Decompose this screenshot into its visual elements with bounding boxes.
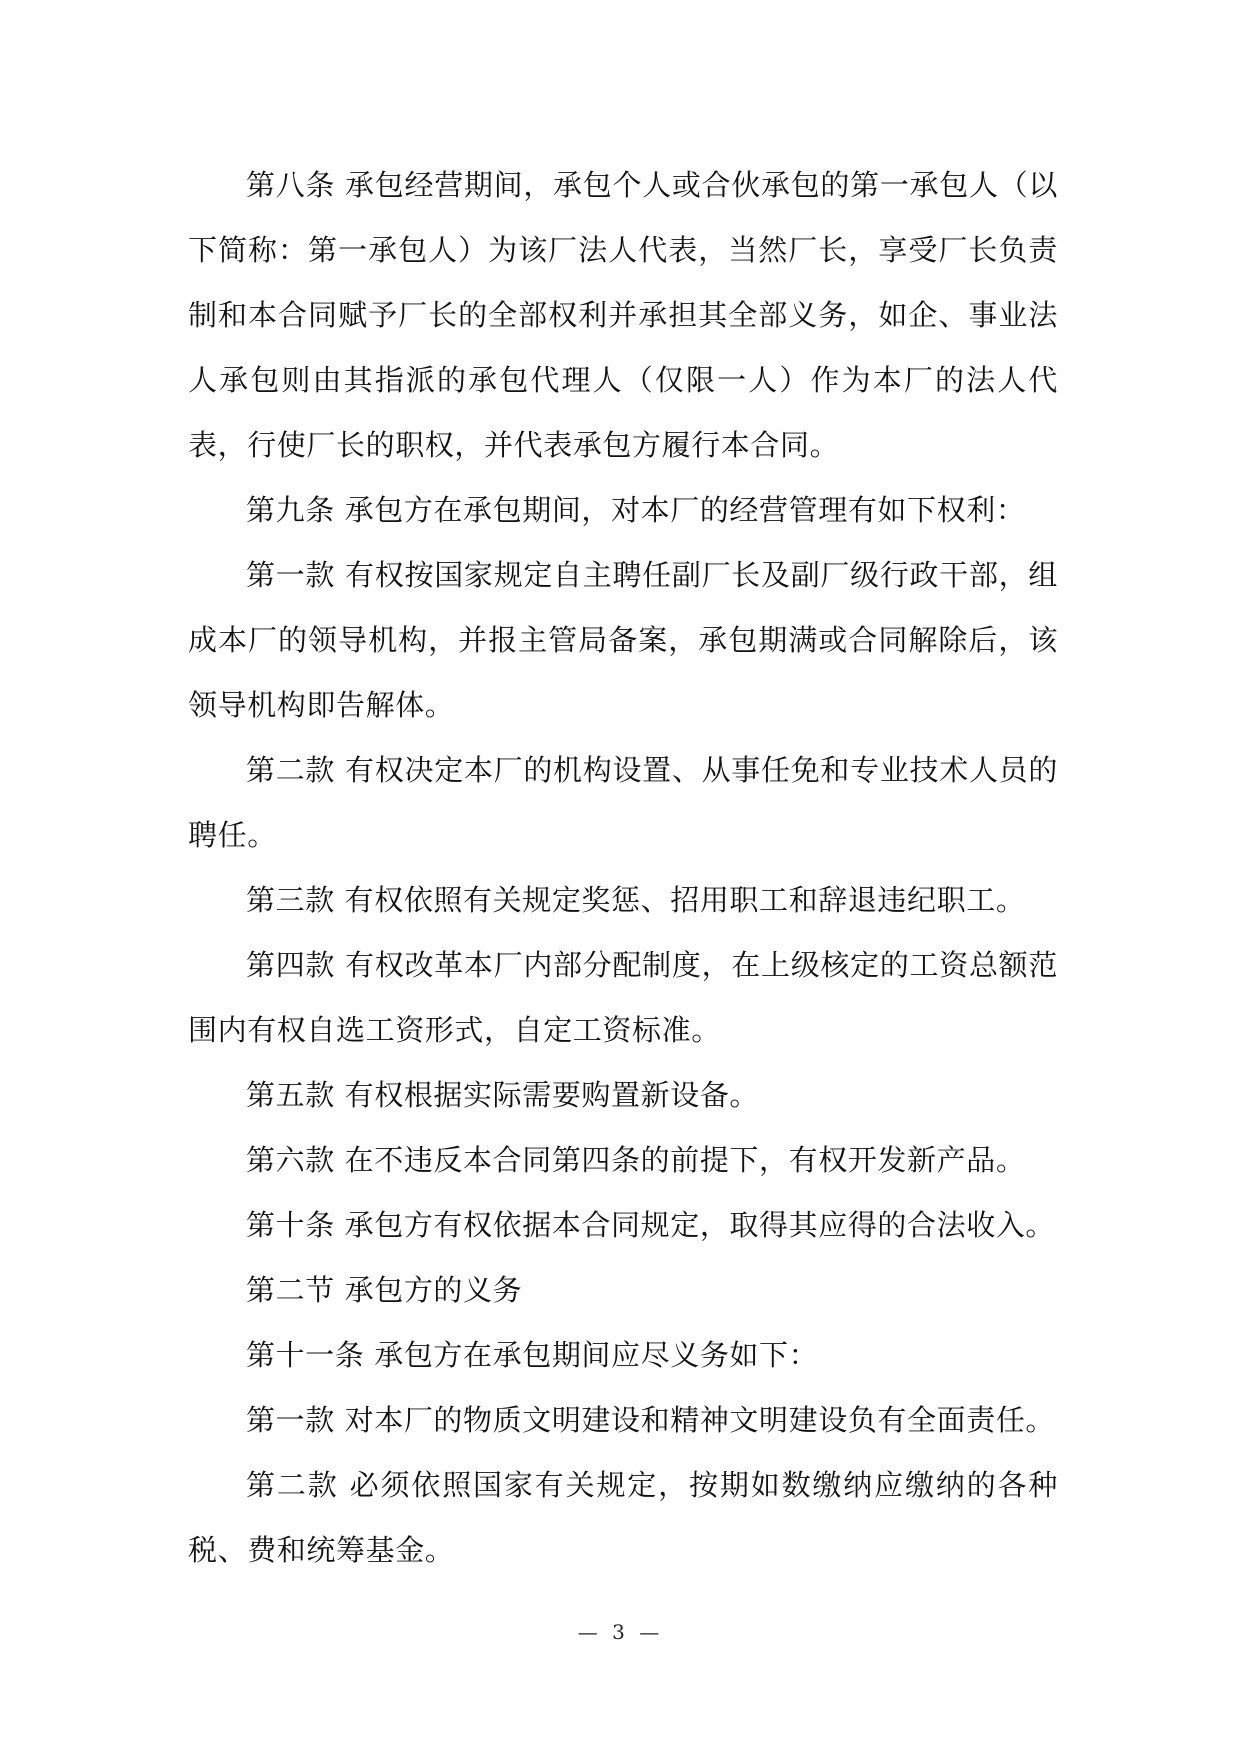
article-9-clause-5: 第五款 有权根据实际需要购置新设备。 [246,1078,760,1112]
article-9-paragraph: 第九条 承包方在承包期间，对本厂的经营管理有如下权利： [246,493,1026,527]
article-9-clause-2: 第二款 有权决定本厂的机构设置、从事任免和专业技术人员的聘任。 [188,753,1058,852]
article-11-paragraph: 第十一条 承包方在承包期间应尽义务如下： [246,1338,819,1372]
article-9-clause-4: 第四款 有权改革本厂内部分配制度，在上级核定的工资总额范围内有权自选工资形式，自定工资标准。 [188,948,1058,1047]
document-body [188,153,1058,1583]
article-8-paragraph: 第八条 承包经营期间，承包个人或合伙承包的第一承包人（以下简称：第一承包人）为该厂法人代表，当然厂长，享受厂长负责制和本合同赋予厂长的全部权利并承担其全部义务，如企、事业法人承包则由其指派的承包代理人（仅限一人）作为本厂的法人代表，行使厂长的职权，并代表承包方履行本合同。 [188,168,1058,462]
article-11-clause-1: 第一款 对本厂的物质文明建设和精神文明建设负有全面责任。 [246,1403,1056,1437]
section-2-heading: 第二节 承包方的义务 [246,1273,523,1307]
article-9-clause-1: 第一款 有权按国家规定自主聘任副厂长及副厂级行政干部，组成本厂的领导机构，并报主管局备案，承包期满或合同解除后，该领导机构即告解体。 [188,558,1058,722]
article-9-clause-6: 第六款 在不违反本合同第四条的前提下，有权开发新产品。 [246,1143,1026,1177]
article-9-clause-3: 第三款 有权依照有关规定奖惩、招用职工和辞退违纪职工。 [246,883,1026,917]
article-11-clause-2: 第二款 必须依照国家有关规定，按期如数缴纳应缴纳的各种税、费和统筹基金。 [188,1468,1058,1567]
article-10-paragraph: 第十条 承包方有权依据本合同规定，取得其应得的合法收入。 [246,1208,1056,1242]
page-number: — 3 — [577,1620,664,1644]
